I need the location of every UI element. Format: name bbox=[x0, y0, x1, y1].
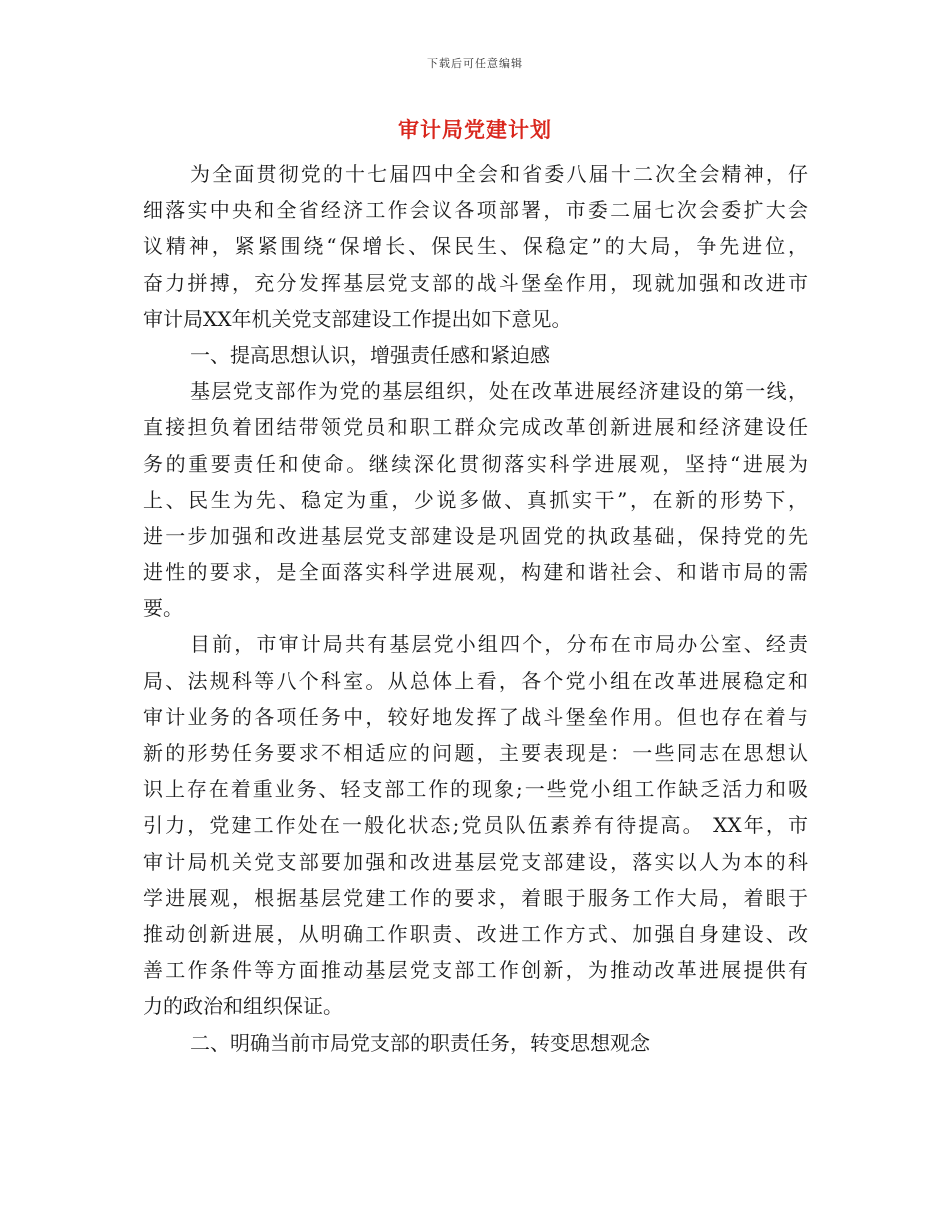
body-text-line: 基层党支部作为党的基层组织，处在改革进展经济建设的第一线， bbox=[190, 379, 808, 404]
body-text-line: 推动创新进展，从明确工作职责、改进工作方式、加强自身建设、改 bbox=[143, 921, 808, 946]
body-text-line: 新的形势任务要求不相适应的问题，主要表现是：一些同志在思想认 bbox=[143, 741, 808, 765]
body-text-line: 二、明确当前市局党支部的职责任务，转变思想观念 bbox=[190, 1030, 650, 1055]
body-text-line: 上、民生为先、稳定为重，少说多做、真抓实干”，在新的形势下， bbox=[143, 487, 808, 512]
body-text-line: 审计局机关党支部要加强和改进基层党支部建设，落实以人为本的科 bbox=[143, 849, 808, 874]
body-text-line: 目前，市审计局共有基层党小组四个，分布在市局办公室、经责 bbox=[190, 632, 808, 657]
body-text-line: 直接担负着团结带领党员和职工群众完成改革创新进展和经济建设任 bbox=[143, 415, 808, 440]
body-text-line: 局、法规科等八个科室。从总体上看，各个党小组在改革进展稳定和 bbox=[143, 668, 808, 693]
document-title: 审计局党建计划 bbox=[398, 117, 552, 142]
page-header-note: 下载后可任意编辑 bbox=[427, 57, 523, 70]
body-text-line: 识上存在着重业务、轻支部工作的现象;一些党小组工作缺乏活力和吸 bbox=[143, 777, 808, 802]
body-text-line: 为全面贯彻党的十七届四中全会和省委八届十二次全会精神，仔 bbox=[190, 162, 808, 186]
body-text-line: 审计局XX年机关党支部建设工作提出如下意见。 bbox=[143, 306, 572, 331]
document-body bbox=[143, 156, 808, 1061]
body-text-line: 务的重要责任和使命。继续深化贯彻落实科学进展观，坚持“进展为 bbox=[143, 451, 808, 476]
body-text-line: 议精神，紧紧围绕“保增长、保民生、保稳定”的大局，争先进位， bbox=[143, 234, 808, 259]
body-text-line: 审计业务的各项任务中，较好地发挥了战斗堡垒作用。但也存在着与 bbox=[143, 704, 808, 729]
body-text-line: 学进展观，根据基层党建工作的要求，着眼于服务工作大局，着眼于 bbox=[143, 885, 808, 910]
body-text-line: 力的政治和组织保证。 bbox=[143, 994, 343, 1019]
body-text-line: 引力，党建工作处在一般化状态;党员队伍素养有待提高。 XX年，市 bbox=[143, 813, 808, 838]
body-text-line: 善工作条件等方面推动基层党支部工作创新，为推动改革进展提供有 bbox=[143, 958, 808, 983]
body-text-line: 一、提高思想认识，增强责任感和紧迫感 bbox=[190, 342, 550, 367]
body-text-line: 要。 bbox=[143, 596, 183, 621]
body-text-line: 进性的要求，是全面落实科学进展观，构建和谐社会、和谐市局的需 bbox=[143, 560, 808, 585]
body-text-line: 进一步加强和改进基层党支部建设是巩固党的执政基础，保持党的先 bbox=[143, 523, 808, 548]
body-text-line: 奋力拼搏，充分发挥基层党支部的战斗堡垒作用，现就加强和改进市 bbox=[143, 270, 808, 295]
body-text-line: 细落实中央和全省经济工作会议各项部署，市委二届七次会委扩大会 bbox=[143, 198, 808, 223]
